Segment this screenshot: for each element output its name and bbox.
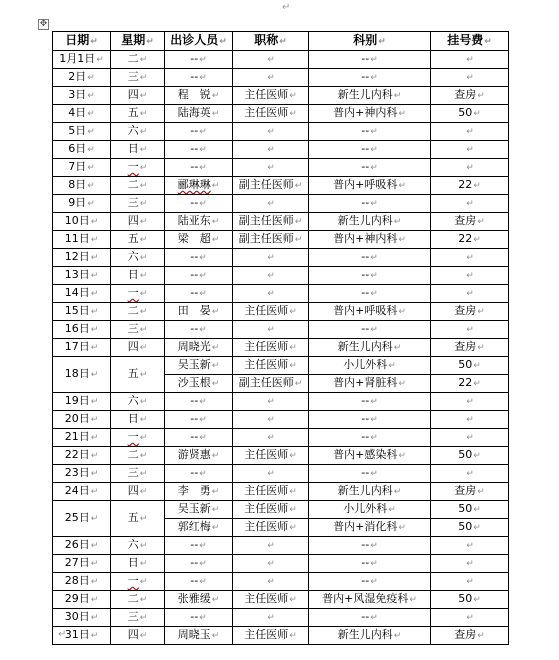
- title-cell: ↵: [233, 555, 309, 573]
- title-cell: ↵: [233, 537, 309, 555]
- date-cell: 19日↵: [53, 393, 111, 411]
- fee-cell: ↵: [431, 321, 509, 339]
- weekday-cell: 日↵: [111, 555, 165, 573]
- title-cell: ↵: [233, 609, 309, 627]
- table-row: [53, 537, 509, 555]
- title-cell: 副主任医师↵: [233, 231, 309, 249]
- date-cell: 12日↵: [53, 249, 111, 267]
- date-cell: 20日↵: [53, 411, 111, 429]
- department-cell: --↵: [309, 159, 431, 177]
- department-cell: 普内+神内科↵: [309, 105, 431, 123]
- doctor-cell: --↵: [165, 555, 233, 573]
- department-cell: 新生儿内科↵: [309, 483, 431, 501]
- weekday-cell: 六↵: [111, 393, 165, 411]
- title-cell: ↵: [233, 411, 309, 429]
- department-cell: 小儿外科↵: [309, 357, 431, 375]
- doctor-cell: 吴玉新↵: [165, 357, 233, 375]
- table-row: [53, 69, 509, 87]
- paragraph-mark: ↵: [58, 629, 67, 640]
- header-doctor: 出诊人员↵: [165, 32, 233, 51]
- weekday-cell: 三↵: [111, 321, 165, 339]
- weekday-cell: 二↵: [111, 303, 165, 321]
- department-cell: --↵: [309, 51, 431, 69]
- title-cell: ↵: [233, 141, 309, 159]
- department-cell: --↵: [309, 537, 431, 555]
- doctor-cell: 李 勇↵: [165, 483, 233, 501]
- department-cell: 普内+神内科↵: [309, 231, 431, 249]
- department-cell: 普内+呼吸科↵: [309, 303, 431, 321]
- header-fee: 挂号费↵: [431, 32, 509, 51]
- date-cell: 18日↵: [53, 357, 111, 393]
- department-cell: --↵: [309, 141, 431, 159]
- department-cell: 普内+感染科↵: [309, 447, 431, 465]
- header-title: 职称↵: [233, 32, 309, 51]
- weekday-cell: 一↵: [111, 159, 165, 177]
- title-cell: 主任医师↵: [233, 483, 309, 501]
- date-cell: 13日↵: [53, 267, 111, 285]
- doctor-cell: --↵: [165, 51, 233, 69]
- table-row: [53, 501, 509, 519]
- weekday-cell: 四↵: [111, 483, 165, 501]
- date-cell: 5日↵: [53, 123, 111, 141]
- fee-cell: 查房↵: [431, 339, 509, 357]
- title-cell: ↵: [233, 249, 309, 267]
- title-cell: 主任医师↵: [233, 303, 309, 321]
- doctor-cell: --↵: [165, 573, 233, 591]
- department-cell: 新生儿内科↵: [309, 87, 431, 105]
- fee-cell: 查房↵: [431, 303, 509, 321]
- weekday-cell: 六↵: [111, 537, 165, 555]
- weekday-cell: 三↵: [111, 465, 165, 483]
- fee-cell: 50↵: [431, 105, 509, 123]
- weekday-cell: 一↵: [111, 429, 165, 447]
- fee-cell: ↵: [431, 429, 509, 447]
- date-cell: 14日↵: [53, 285, 111, 303]
- doctor-cell: --↵: [165, 267, 233, 285]
- title-cell: ↵: [233, 429, 309, 447]
- doctor-cell: 梁 超↵: [165, 231, 233, 249]
- title-cell: 主任医师↵: [233, 105, 309, 123]
- weekday-cell: 日↵: [111, 267, 165, 285]
- table-row: [53, 339, 509, 357]
- fee-cell: ↵: [431, 285, 509, 303]
- department-cell: --↵: [309, 555, 431, 573]
- weekday-cell: 三↵: [111, 609, 165, 627]
- title-cell: ↵: [233, 321, 309, 339]
- department-cell: --↵: [309, 429, 431, 447]
- table-row: [53, 105, 509, 123]
- doctor-cell: 张雅缓↵: [165, 591, 233, 609]
- weekday-cell: 四↵: [111, 627, 165, 645]
- fee-cell: ↵: [431, 159, 509, 177]
- title-cell: ↵: [233, 267, 309, 285]
- date-cell: 15日↵: [53, 303, 111, 321]
- doctor-cell: --↵: [165, 249, 233, 267]
- title-cell: ↵: [233, 123, 309, 141]
- fee-cell: 查房↵: [431, 483, 509, 501]
- weekday-cell: 二↵: [111, 51, 165, 69]
- title-cell: 主任医师↵: [233, 519, 309, 537]
- fee-cell: ↵: [431, 411, 509, 429]
- table-row: [53, 159, 509, 177]
- department-cell: 普内+呼吸科↵: [309, 177, 431, 195]
- date-cell: 6日↵: [53, 141, 111, 159]
- doctor-cell: 田 晏↵: [165, 303, 233, 321]
- table-row: [53, 51, 509, 69]
- title-cell: 主任医师↵: [233, 447, 309, 465]
- title-cell: ↵: [233, 195, 309, 213]
- title-cell: 主任医师↵: [233, 87, 309, 105]
- table-row: [53, 627, 509, 645]
- fee-cell: ↵: [431, 195, 509, 213]
- table-row: [53, 555, 509, 573]
- weekday-cell: 六↵: [111, 123, 165, 141]
- date-cell: 11日↵: [53, 231, 111, 249]
- doctor-cell: --↵: [165, 321, 233, 339]
- weekday-cell: 四↵: [111, 213, 165, 231]
- doctor-cell: 郭红梅↵: [165, 519, 233, 537]
- doctor-cell: 游贤惠↵: [165, 447, 233, 465]
- fee-cell: ↵: [431, 267, 509, 285]
- doctor-cell: --↵: [165, 411, 233, 429]
- table-row: [53, 285, 509, 303]
- weekday-cell: 五↵: [111, 501, 165, 537]
- fee-cell: 50↵: [431, 519, 509, 537]
- department-cell: 小儿外科↵: [309, 501, 431, 519]
- date-cell: 27日↵: [53, 555, 111, 573]
- table-move-handle-icon[interactable]: ✥: [39, 19, 48, 29]
- department-cell: 新生儿内科↵: [309, 213, 431, 231]
- doctor-cell: 吴玉新↵: [165, 501, 233, 519]
- doctor-cell: 周晓玉↵: [165, 627, 233, 645]
- table-row: [53, 321, 509, 339]
- date-cell: 3日↵: [53, 87, 111, 105]
- table-row: [53, 213, 509, 231]
- date-cell: 16日↵: [53, 321, 111, 339]
- department-cell: 普内+风湿免疫科↵: [309, 591, 431, 609]
- doctor-cell: --↵: [165, 609, 233, 627]
- department-cell: --↵: [309, 573, 431, 591]
- date-cell: 8日↵: [53, 177, 111, 195]
- fee-cell: ↵: [431, 573, 509, 591]
- title-cell: ↵: [233, 285, 309, 303]
- weekday-cell: 日↵: [111, 411, 165, 429]
- fee-cell: ↵: [431, 51, 509, 69]
- title-cell: ↵: [233, 393, 309, 411]
- header-department: 科别↵: [309, 32, 431, 51]
- table-row: [53, 141, 509, 159]
- weekday-cell: 二↵: [111, 591, 165, 609]
- weekday-cell: 日↵: [111, 141, 165, 159]
- fee-cell: 50↵: [431, 591, 509, 609]
- doctor-cell: --↵: [165, 69, 233, 87]
- table-row: [53, 195, 509, 213]
- fee-cell: 22↵: [431, 231, 509, 249]
- title-cell: 主任医师↵: [233, 501, 309, 519]
- department-cell: --↵: [309, 393, 431, 411]
- fee-cell: 22↵: [431, 177, 509, 195]
- date-cell: 29日↵: [53, 591, 111, 609]
- header-row: [53, 32, 509, 51]
- title-cell: ↵: [233, 465, 309, 483]
- department-cell: 新生儿内科↵: [309, 339, 431, 357]
- table-row: [53, 123, 509, 141]
- department-cell: --↵: [309, 69, 431, 87]
- doctor-cell: 程 锐↵: [165, 87, 233, 105]
- title-cell: ↵: [233, 159, 309, 177]
- fee-cell: ↵: [431, 69, 509, 87]
- date-cell: 2日↵: [53, 69, 111, 87]
- department-cell: 普内+肾脏科↵: [309, 375, 431, 393]
- fee-cell: ↵: [431, 141, 509, 159]
- table-row: [53, 429, 509, 447]
- fee-cell: 22↵: [431, 375, 509, 393]
- department-cell: --↵: [309, 285, 431, 303]
- weekday-cell: 五↵: [111, 357, 165, 393]
- date-cell: 9日↵: [53, 195, 111, 213]
- fee-cell: ↵: [431, 555, 509, 573]
- weekday-cell: 五↵: [111, 105, 165, 123]
- doctor-cell: 沙玉根↵: [165, 375, 233, 393]
- table-row: [53, 447, 509, 465]
- fee-cell: ↵: [431, 393, 509, 411]
- title-cell: 主任医师↵: [233, 339, 309, 357]
- table-row: [53, 591, 509, 609]
- doctor-cell: --↵: [165, 123, 233, 141]
- doctor-cell: --↵: [165, 195, 233, 213]
- weekday-cell: 一↵: [111, 285, 165, 303]
- date-cell: 24日↵: [53, 483, 111, 501]
- doctor-cell: --↵: [165, 141, 233, 159]
- fee-cell: ↵: [431, 465, 509, 483]
- date-cell: 25日↵: [53, 501, 111, 537]
- date-cell: 7日↵: [53, 159, 111, 177]
- title-cell: 主任医师↵: [233, 357, 309, 375]
- department-cell: 新生儿内科↵: [309, 627, 431, 645]
- fee-cell: 查房↵: [431, 627, 509, 645]
- date-cell: 31日↵: [53, 627, 111, 645]
- table-row: [53, 465, 509, 483]
- table-row: [53, 87, 509, 105]
- department-cell: --↵: [309, 609, 431, 627]
- title-cell: 主任医师↵: [233, 591, 309, 609]
- table-row: [53, 411, 509, 429]
- title-cell: 副主任医师↵: [233, 213, 309, 231]
- doctor-cell: 周晓光↵: [165, 339, 233, 357]
- department-cell: --↵: [309, 195, 431, 213]
- department-cell: --↵: [309, 465, 431, 483]
- date-cell: 21日↵: [53, 429, 111, 447]
- fee-cell: 查房↵: [431, 213, 509, 231]
- fee-cell: 查房↵: [431, 87, 509, 105]
- title-cell: ↵: [233, 573, 309, 591]
- weekday-cell: 一↵: [111, 573, 165, 591]
- weekday-cell: 六↵: [111, 249, 165, 267]
- weekday-cell: 三↵: [111, 195, 165, 213]
- duty-schedule-table: [52, 31, 509, 645]
- table-row: [53, 177, 509, 195]
- department-cell: --↵: [309, 123, 431, 141]
- weekday-cell: 二↵: [111, 447, 165, 465]
- date-cell: 4日↵: [53, 105, 111, 123]
- fee-cell: ↵: [431, 123, 509, 141]
- weekday-cell: 三↵: [111, 69, 165, 87]
- doctor-cell: --↵: [165, 429, 233, 447]
- date-cell: 23日↵: [53, 465, 111, 483]
- table-row: [53, 249, 509, 267]
- weekday-cell: 五↵: [111, 231, 165, 249]
- table-row: [53, 573, 509, 591]
- department-cell: --↵: [309, 249, 431, 267]
- title-cell: 副主任医师↵: [233, 375, 309, 393]
- doctor-cell: 郦琳琳↵: [165, 177, 233, 195]
- date-cell: 26日↵: [53, 537, 111, 555]
- weekday-cell: 四↵: [111, 87, 165, 105]
- fee-cell: ↵: [431, 609, 509, 627]
- paragraph-mark: ↵: [282, 2, 291, 13]
- fee-cell: 50↵: [431, 447, 509, 465]
- table-row: [53, 483, 509, 501]
- header-date: 日期↵: [53, 32, 111, 51]
- table-row: [53, 267, 509, 285]
- date-cell: 17日↵: [53, 339, 111, 357]
- title-cell: 副主任医师↵: [233, 177, 309, 195]
- title-cell: ↵: [233, 51, 309, 69]
- date-cell: 30日↵: [53, 609, 111, 627]
- doctor-cell: --↵: [165, 465, 233, 483]
- doctor-cell: --↵: [165, 285, 233, 303]
- doctor-cell: --↵: [165, 159, 233, 177]
- table-row: [53, 609, 509, 627]
- date-cell: 10日↵: [53, 213, 111, 231]
- header-weekday: 星期↵: [111, 32, 165, 51]
- title-cell: ↵: [233, 69, 309, 87]
- date-cell: 22日↵: [53, 447, 111, 465]
- weekday-cell: 四↵: [111, 339, 165, 357]
- fee-cell: 50↵: [431, 501, 509, 519]
- title-cell: 主任医师↵: [233, 627, 309, 645]
- department-cell: --↵: [309, 267, 431, 285]
- doctor-cell: --↵: [165, 393, 233, 411]
- fee-cell: ↵: [431, 537, 509, 555]
- fee-cell: ↵: [431, 249, 509, 267]
- table-row: [53, 357, 509, 375]
- department-cell: --↵: [309, 411, 431, 429]
- fee-cell: 50↵: [431, 357, 509, 375]
- weekday-cell: 二↵: [111, 177, 165, 195]
- department-cell: 普内+消化科↵: [309, 519, 431, 537]
- date-cell: 28日↵: [53, 573, 111, 591]
- doctor-cell: 陆海英↵: [165, 105, 233, 123]
- department-cell: --↵: [309, 321, 431, 339]
- table-row: [53, 393, 509, 411]
- table-row: [53, 231, 509, 249]
- doctor-cell: 陆亚东↵: [165, 213, 233, 231]
- date-cell: 1月1日↵: [53, 51, 111, 69]
- doctor-cell: --↵: [165, 537, 233, 555]
- table-row: [53, 303, 509, 321]
